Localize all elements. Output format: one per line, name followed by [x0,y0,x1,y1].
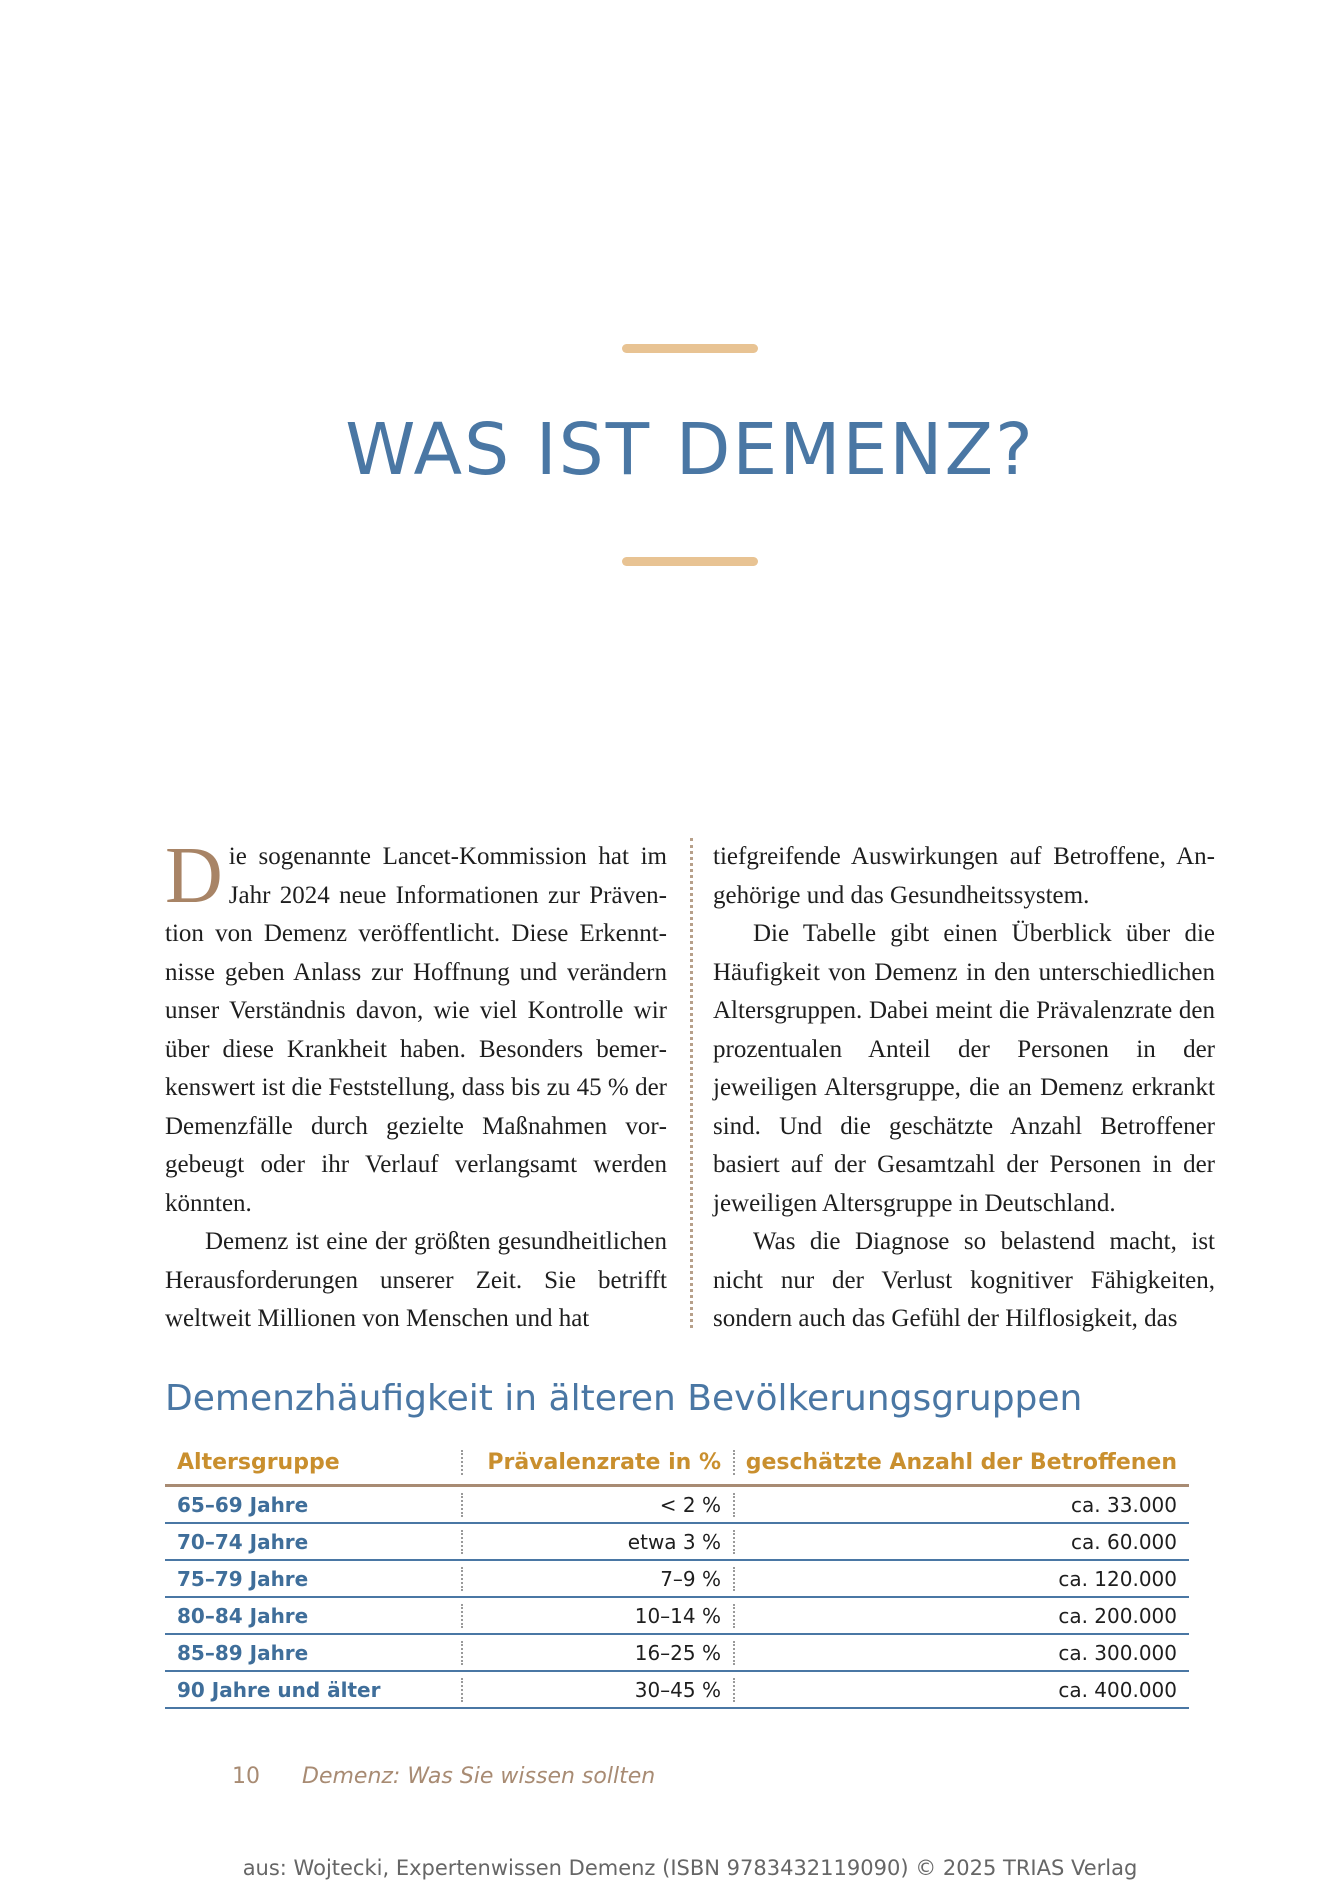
cell-prevalence: 16–25 % [461,1641,735,1665]
page-number: 10 [232,1764,260,1789]
column-divider [690,838,693,1328]
table-header-row [165,1440,1189,1487]
cell-age-group: 75–79 Jahre [177,1566,309,1591]
paragraph-intro [165,832,667,1223]
cell-affected-count: ca. 60.000 [1071,1529,1177,1554]
paragraph: Die Tabelle gibt einen Überblick über die Häufigkeit von Demenz in den unterschiedlichen Altersgruppen. Dabei meint die Prävalenzrate den prozentualen Anteil der Personen in der jeweiligen Altersgruppe, die an Demenz erkrankt sind. Und die geschätzte Anzahl Betroffener basiert auf der Gesamtzahl der Personen in der jeweiligen Altersgruppe in Deutschland. [713,920,1215,1217]
chapter-title: WAS IST DEMENZ? [345,408,1035,491]
table-row [165,1561,1189,1598]
paragraph: Demenz ist eine der größten gesundheitlichen Herausforderungen unserer Zeit. Sie betrifft weltweit Millionen von Menschen und hat [165,1228,667,1332]
cell-age-group: 80–84 Jahre [177,1603,309,1628]
decorative-bar-top [622,344,758,353]
cell-prevalence: 10–14 % [461,1604,735,1628]
drop-cap: D [165,832,223,920]
cell-affected-count: ca. 200.000 [1058,1603,1177,1628]
cell-prevalence: < 2 % [461,1493,735,1517]
table-row [165,1487,1189,1524]
table-row [165,1635,1189,1672]
cell-affected-count: ca. 300.000 [1058,1640,1177,1665]
cell-age-group: 85–89 Jahre [177,1640,309,1665]
cell-age-group: 90 Jahre und älter [177,1677,381,1702]
cell-prevalence: 30–45 % [461,1678,735,1702]
cell-affected-count: ca. 33.000 [1071,1492,1177,1517]
cell-prevalence: etwa 3 % [461,1530,735,1554]
header-affected-count: geschätzte Anzahl der Betroffenen [745,1449,1177,1475]
decorative-bar-bottom [622,557,758,566]
table-row [165,1524,1189,1561]
body-column-right [713,838,1215,1339]
paragraph: Was die Diagnose so belastend macht, ist nicht nur der Verlust kognitiver Fähigkeiten, sondern auch das Gefühl der Hilflosigkeit, das [713,1228,1215,1332]
paragraph-intro-text: ie sogenannte Lancet-Kommission hat im Jahr 2024 neue Informationen zur Prävention von Demenz veröffentlicht. Diese Erkenntnisse geben Anlass zur Hoffnung und verändern unser Verständnis davon, wie viel Kontrolle wir über diese Krankheit haben. Besonders bemerkenswert ist die Feststellung, dass bis zu 45 % der Demenzfälle durch gezielte Maßnahmen vorgebeugt oder ihr Verlauf verlangsamt werden könnten. [165,843,667,1217]
cell-age-group: 70–74 Jahre [177,1529,309,1554]
table-title: Demenzhäufigkeit in älteren Bevölkerungsgruppen [165,1378,1083,1419]
cell-affected-count: ca. 400.000 [1058,1677,1177,1702]
paragraph: tiefgreifende Auswirkungen auf Betroffene, Angehörige und das Gesundheitssystem. [713,843,1215,909]
body-column-left [165,832,667,1339]
running-footer-title: Demenz: Was Sie wissen sollten [302,1764,656,1789]
prevalence-table [165,1440,1189,1709]
cell-affected-count: ca. 120.000 [1058,1566,1177,1591]
header-age-group: Altersgruppe [177,1449,340,1475]
source-line: aus: Wojtecki, Expertenwissen Demenz (ISBN 9783432119090) © 2025 TRIAS Verlag [242,1856,1138,1880]
cell-age-group: 65–69 Jahre [177,1492,309,1517]
table-row [165,1598,1189,1635]
cell-prevalence: 7–9 % [461,1567,735,1591]
table-row [165,1672,1189,1709]
header-prevalence: Prävalenzrate in % [461,1450,735,1475]
